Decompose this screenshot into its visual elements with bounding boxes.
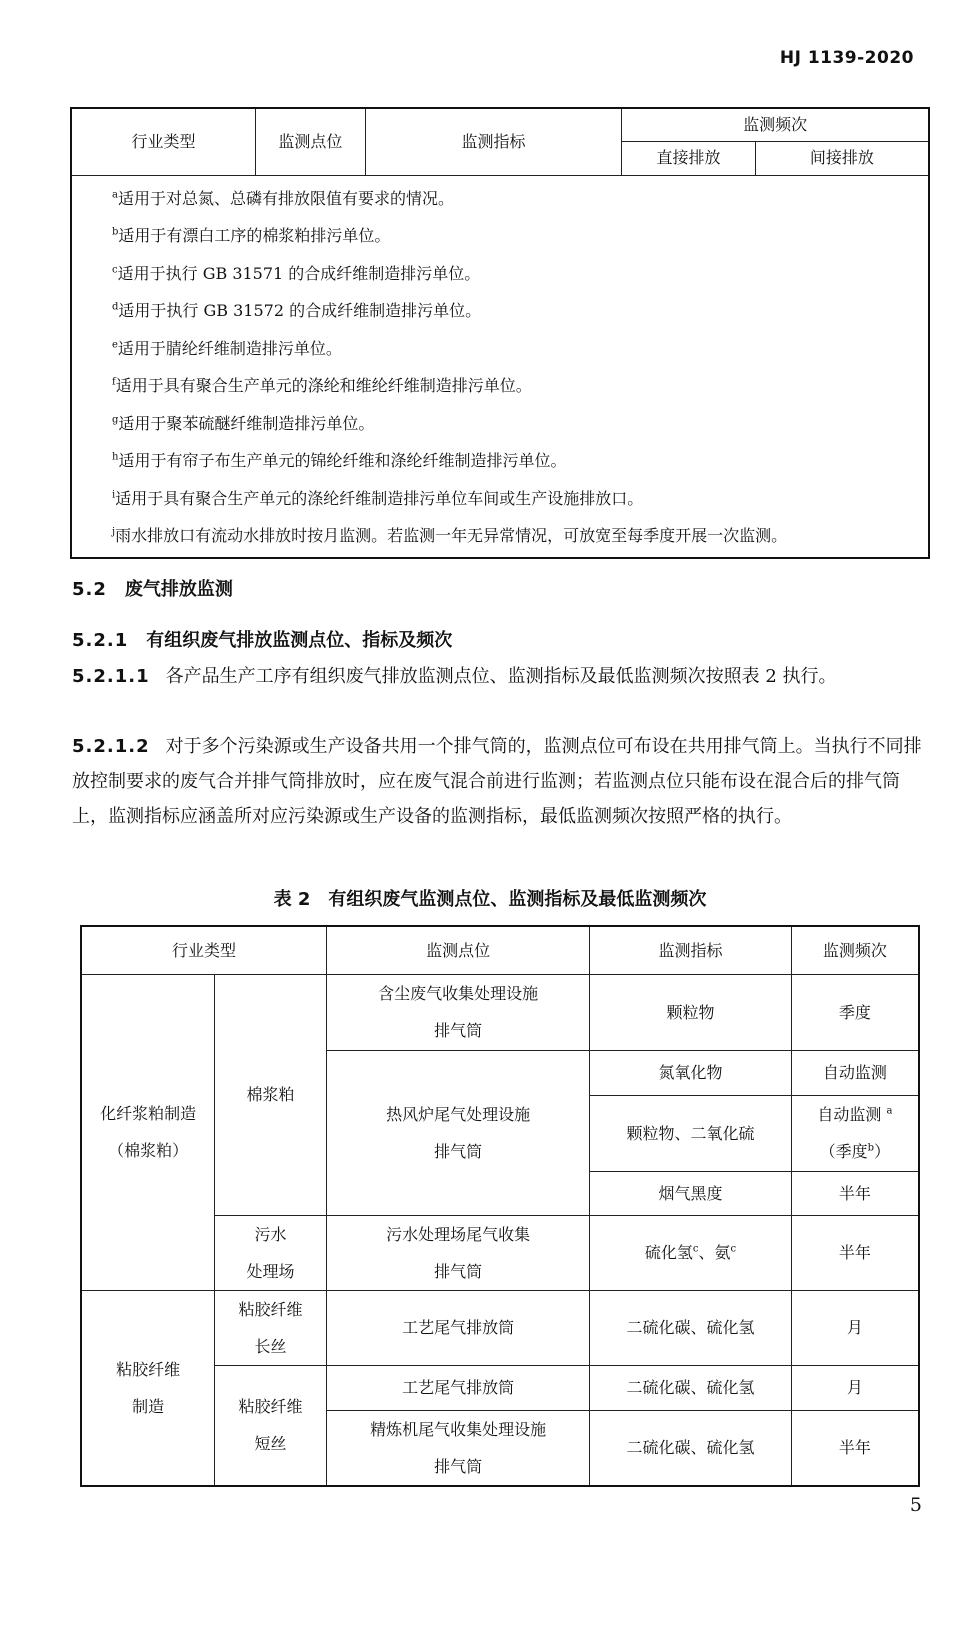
t2-point-cell: 工艺尾气排放筒: [326, 1365, 589, 1410]
t2-point-cell: 精炼机尾气收集处理设施 排气筒: [326, 1410, 589, 1486]
t2-frequency-cell: 月: [791, 1365, 919, 1410]
t2-indicator-cell: 颗粒物: [590, 974, 792, 1050]
table-row: [81, 1290, 919, 1365]
table-2: [80, 925, 920, 1487]
t2-indicator-cell: 二硫化碳、硫化氢: [590, 1365, 792, 1410]
t2-frequency-cell: 半年: [791, 1410, 919, 1486]
t2-subindustry-cell: 棉浆粕: [215, 974, 327, 1215]
t2-frequency-cell: 自动监测 $^a$ （季度$^b$）: [791, 1095, 919, 1171]
table-2-caption: 表 2 有组织废气监测点位、监测指标及最低监测频次: [273, 889, 707, 910]
t2-point-cell: 工艺尾气排放筒: [326, 1290, 589, 1365]
note-j: $^j$雨水排放口有流动水排放时按月监测。若监测一年无异常情况，可放宽至每季度开展一次监测。: [112, 526, 788, 545]
t2-header-industry: 行业类型: [81, 926, 326, 974]
note-d: $^d$适用于执行 GB 31572 的合成纤维制造排污单位。: [112, 301, 482, 320]
t2-industry-cell: 化纤浆粕制造 （棉浆粕）: [81, 974, 215, 1290]
t2-indicator-cell: 二硫化碳、硫化氢: [590, 1410, 792, 1486]
t2-point-cell: 含尘废气收集处理设施 排气筒: [326, 974, 589, 1050]
t2-indicator-cell: 颗粒物、二氧化硫: [590, 1095, 792, 1171]
note-b: $^b$适用于有漂白工序的棉浆粕排污单位。: [112, 226, 391, 245]
standard-code: HJ 1139-2020: [779, 48, 914, 68]
t2-subindustry-cell: 粘胶纤维 长丝: [215, 1290, 327, 1365]
table-row: [81, 974, 919, 1050]
page-number: 5: [909, 1494, 922, 1516]
t2-industry-cell: 粘胶纤维 制造: [81, 1290, 215, 1486]
t2-point-cell: 热风炉尾气处理设施 排气筒: [326, 1050, 589, 1215]
note-a: $^a$适用于对总氮、总磷有排放限值有要求的情况。: [112, 188, 454, 208]
note-i: $^i$适用于具有聚合生产单元的涤纶纤维制造排污单位车间或生产设施排放口。: [112, 488, 644, 508]
note-g: $^g$适用于聚苯硫醚纤维制造排污单位。: [112, 413, 375, 433]
section-5-2-1-heading: 5.2.1 有组织废气排放监测点位、指标及频次: [72, 630, 453, 651]
t1-header-point: 监测点位: [256, 108, 366, 175]
t2-subindustry-cell: 污水 处理场: [215, 1215, 327, 1290]
t2-frequency-cell: 半年: [791, 1215, 919, 1290]
t2-subindustry-cell: 粘胶纤维 短丝: [215, 1365, 327, 1486]
note-h: $^h$适用于有帘子布生产单元的锦纶纤维和涤纶纤维制造排污单位。: [112, 451, 567, 470]
t2-indicator-cell: 氮氧化物: [590, 1050, 792, 1095]
t2-indicator-cell: 二硫化碳、硫化氢: [590, 1290, 792, 1365]
table-1-continuation: [70, 107, 930, 559]
t1-header-indicator: 监测指标: [365, 108, 621, 175]
t2-frequency-cell: 半年: [791, 1171, 919, 1215]
t2-indicator-cell: 硫化氢$^c$、氨$^c$: [590, 1215, 792, 1290]
note-f: $^f$适用于具有聚合生产单元的涤纶和维纶纤维制造排污单位。: [112, 376, 532, 395]
t2-header-point: 监测点位: [326, 926, 589, 974]
t2-header-frequency: 监测频次: [791, 926, 919, 974]
t2-header-indicator: 监测指标: [590, 926, 792, 974]
t1-header-frequency: 监测频次: [622, 108, 929, 141]
section-5-2-heading: 5.2 废气排放监测: [72, 579, 233, 600]
paragraph-5-2-1-2: 5.2.1.2 对于多个污染源或生产设备共用一个排气筒的，监测点位可布设在共用排气筒上。当执行不同排放控制要求的废气合并排气筒排放时，应在废气混合前进行监测；若监测点位只能布设在混合后的排气筒上，监测指标应涵盖所对应污染源或生产设备的监测指标，最低监测频次按照严格的执行。: [72, 736, 922, 827]
note-e: $^e$适用于腈纶纤维制造排污单位。: [112, 338, 342, 358]
t1-header-direct: 直接排放: [622, 141, 756, 175]
note-c: $^c$适用于执行 GB 31571 的合成纤维制造排污单位。: [112, 263, 481, 283]
t2-frequency-cell: 自动监测: [791, 1050, 919, 1095]
t1-header-industry: 行业类型: [71, 108, 256, 175]
t1-notes: [71, 175, 929, 558]
t2-frequency-cell: 季度: [791, 974, 919, 1050]
t2-frequency-cell: 月: [791, 1290, 919, 1365]
paragraph-5-2-1-1: 5.2.1.1 各产品生产工序有组织废气排放监测点位、监测指标及最低监测频次按照表 2 执行。: [72, 666, 837, 687]
t1-header-indirect: 间接排放: [755, 141, 929, 175]
t2-indicator-cell: 烟气黑度: [590, 1171, 792, 1215]
t2-point-cell: 污水处理场尾气收集 排气筒: [326, 1215, 589, 1290]
